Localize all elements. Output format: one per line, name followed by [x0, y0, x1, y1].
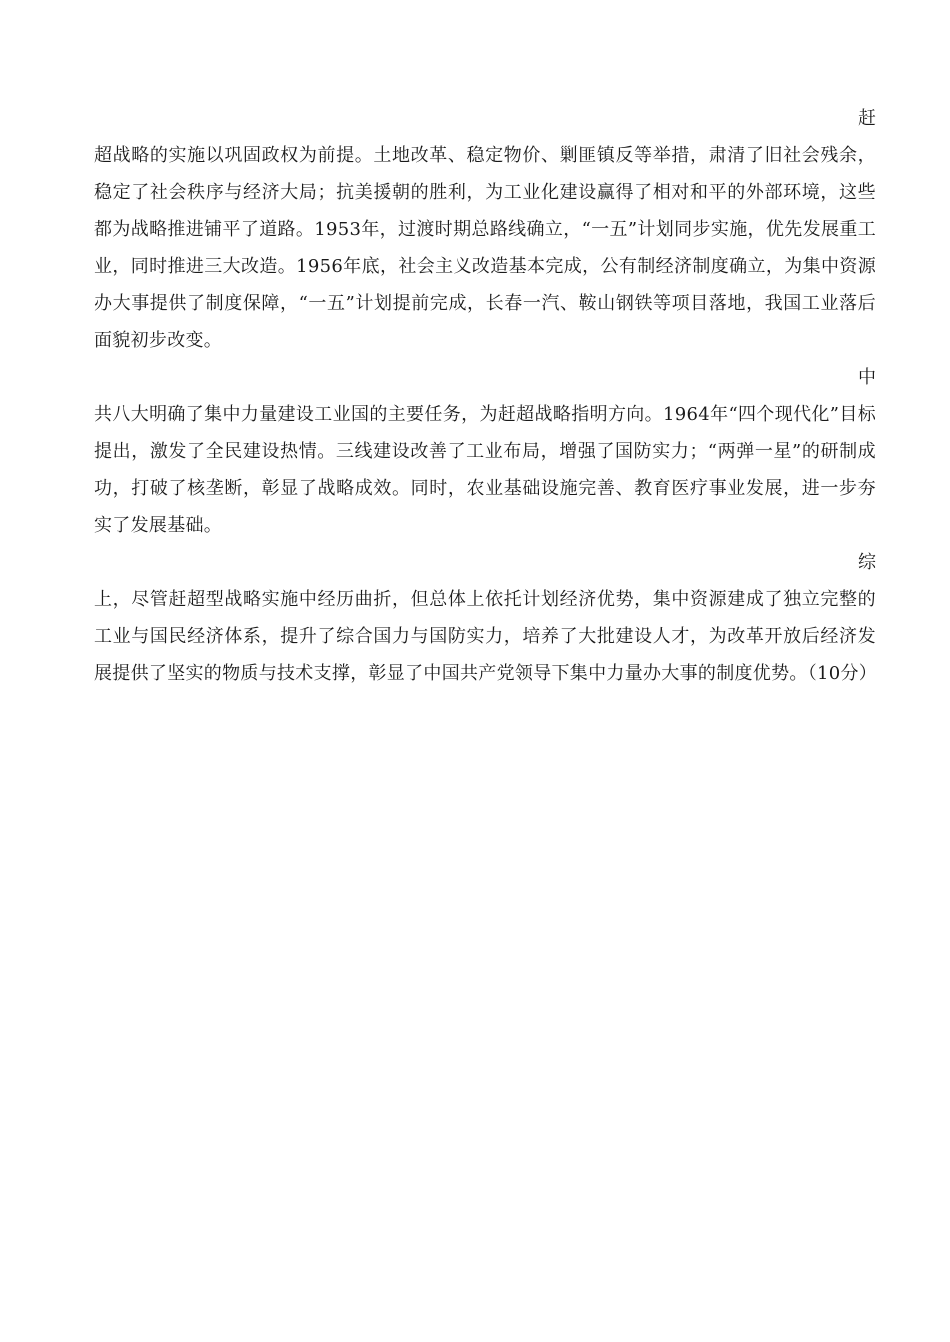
section-paragraph: 上，尽管赶超型战略实施中经历曲折，但总体上依托计划经济优势，集中资源建成了独立完整的工业与国民经济体系，提升了综合国力与国防实力，培养了大批建设人才，为改革开放后经济发展提供了坚实的物质与技术支撑，彰显了中国共产党领导下集中力量办大事的制度优势。（10分）	[94, 589, 878, 684]
section-lead-char: 综	[858, 552, 876, 573]
section-strategy-direction	[94, 359, 876, 544]
section-summary	[94, 544, 876, 692]
section-paragraph: 超战略的实施以巩固政权为前提。土地改革、稳定物价、剿匪镇反等举措，肃清了旧社会残余，稳定了社会秩序与经济大局；抗美援朝的胜利，为工业化建设赢得了相对和平的外部环境，这些都为战略推进铺平了道路。1953年，过渡时期总路线确立，“一五”计划同步实施，优先发展重工业，同时推进三大改造。1956年底，社会主义改造基本完成，公有制经济制度确立，为集中资源办大事提供了制度保障，“一五”计划提前完成，长春一汽、鞍山钢铁等项目落地，我国工业落后面貌初步改变。	[94, 145, 876, 351]
section-lead-char: 赶	[858, 108, 876, 129]
section-paragraph: 共八大明确了集中力量建设工业国的主要任务，为赶超战略指明方向。1964年“四个现代化”目标提出，激发了全民建设热情。三线建设改善了工业布局，增强了国防实力；“两弹一星”的研制成功，打破了核垄断，彰显了战略成效。同时，农业基础设施完善、教育医疗事业发展，进一步夯实了发展基础。	[94, 404, 876, 536]
section-lead-char: 中	[858, 367, 876, 388]
section-strategy-foundation	[94, 100, 876, 359]
document-page	[94, 100, 876, 692]
